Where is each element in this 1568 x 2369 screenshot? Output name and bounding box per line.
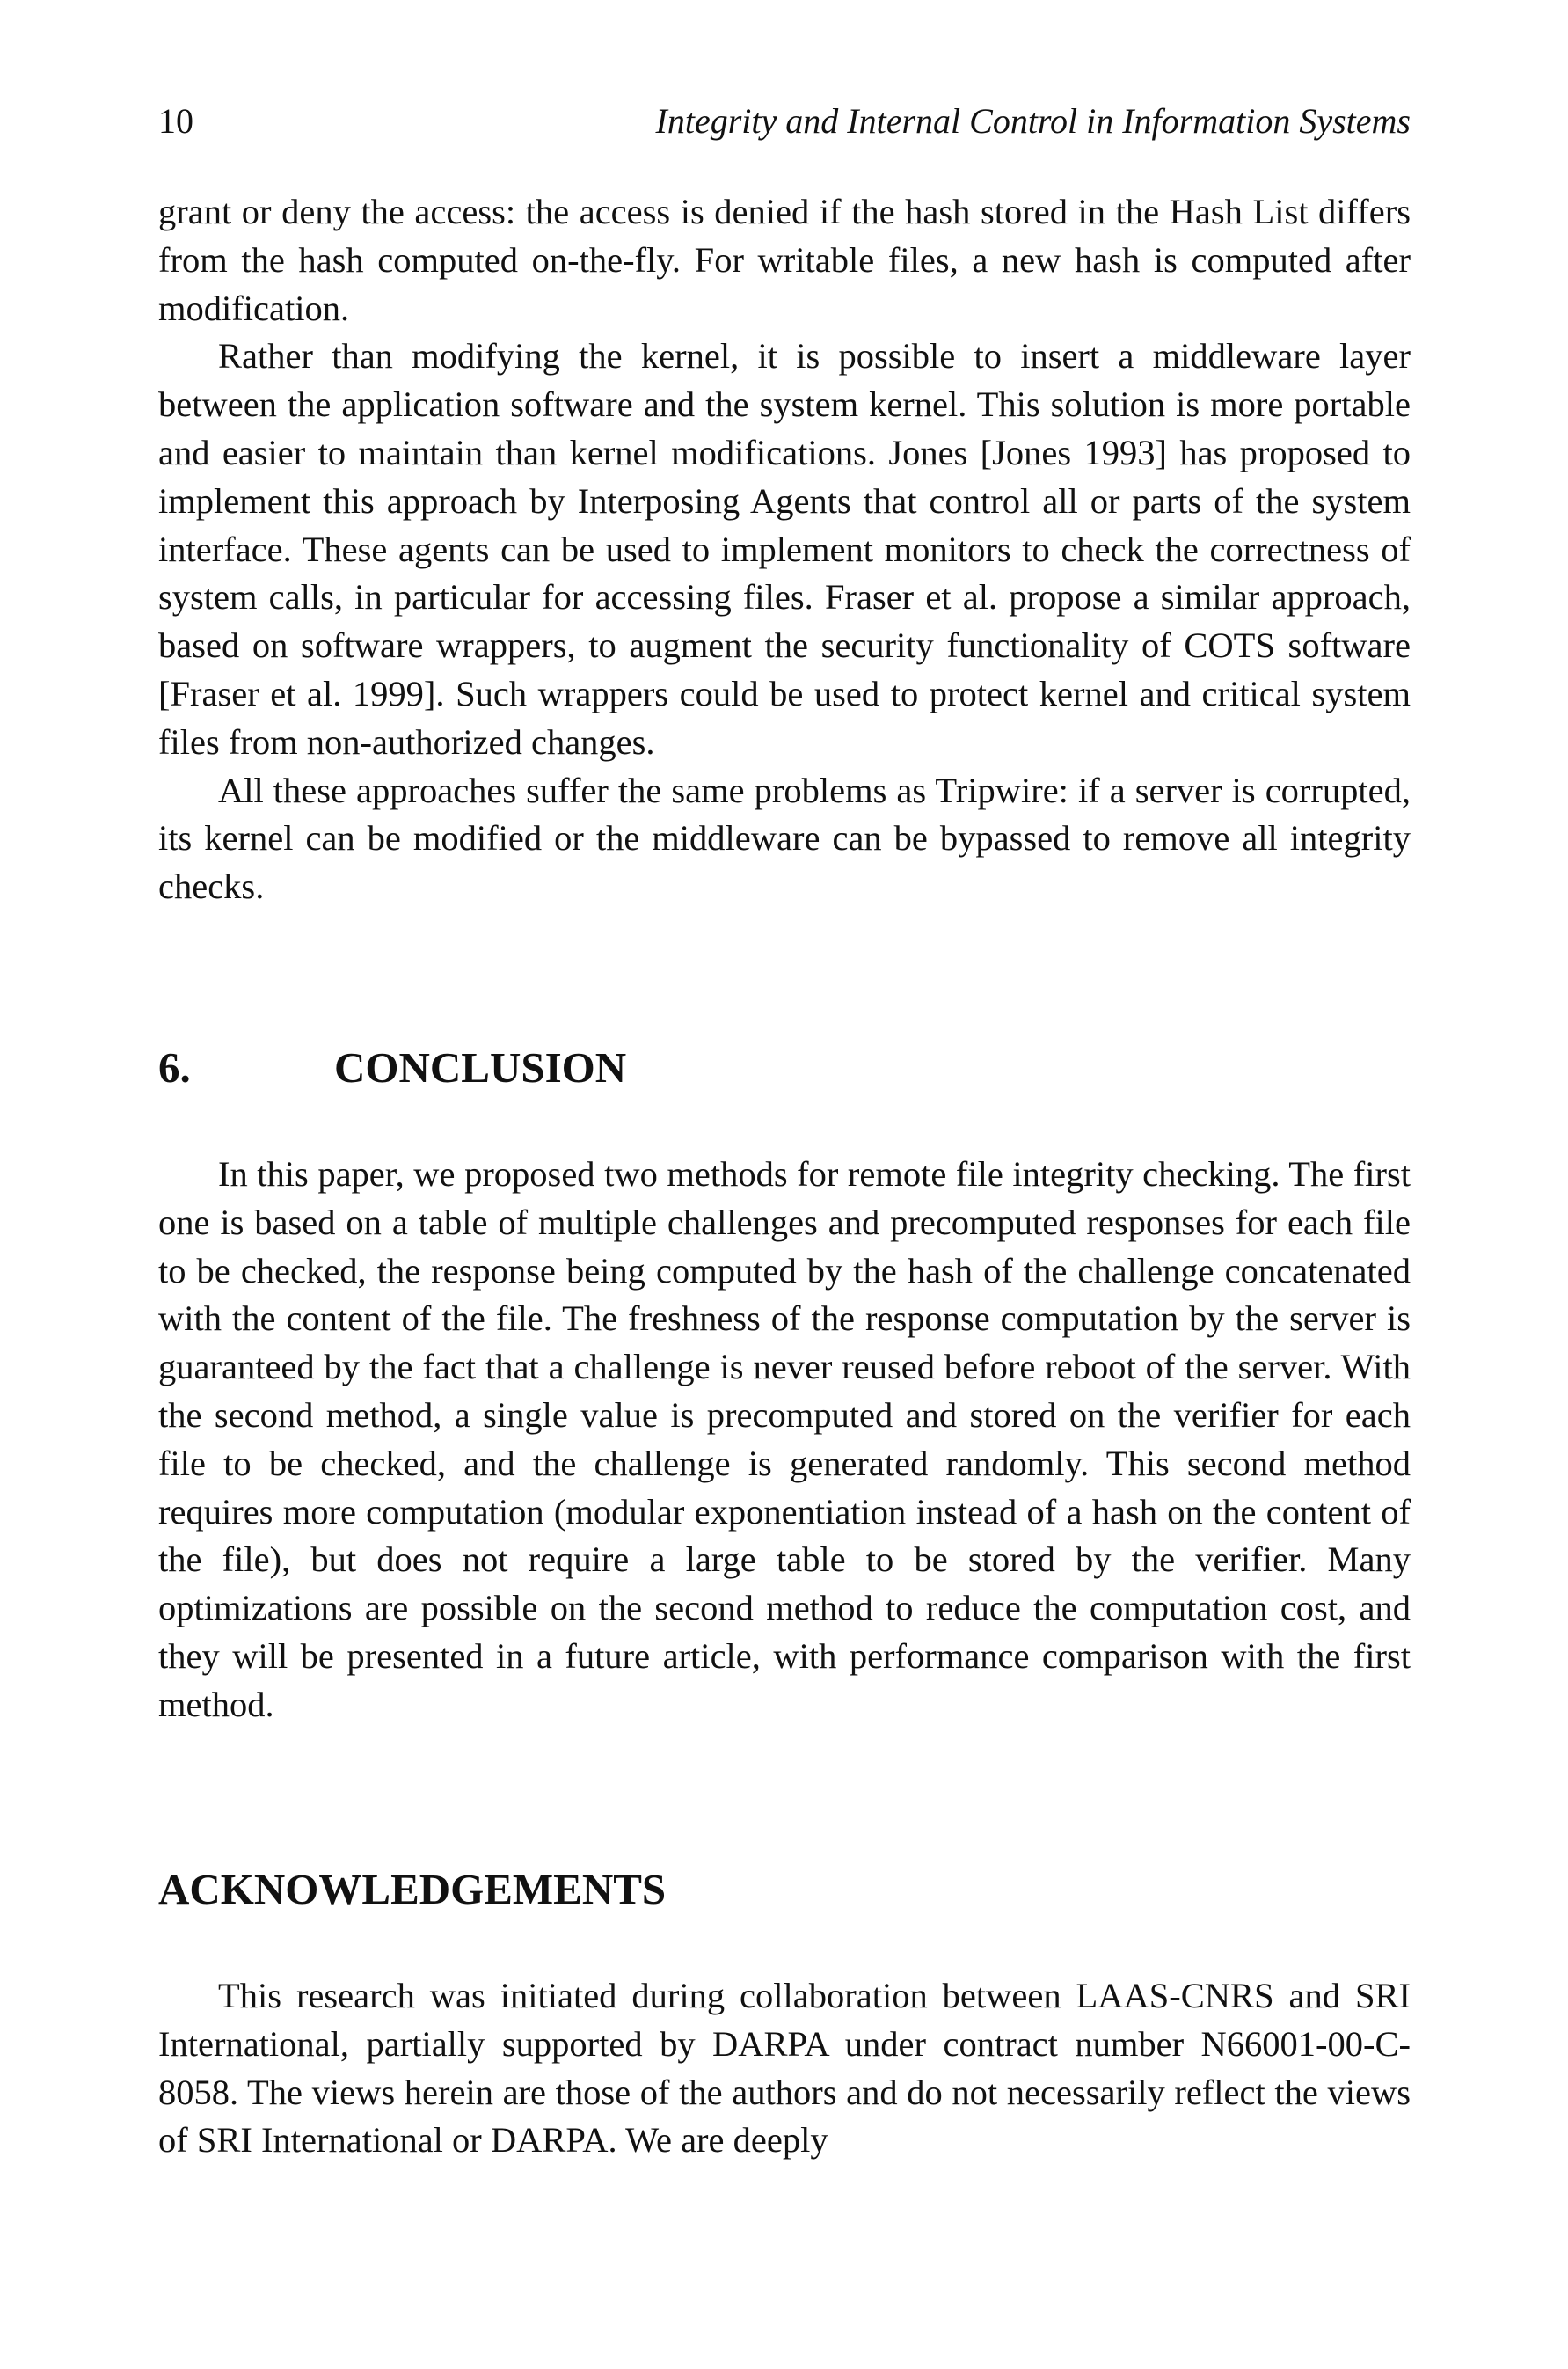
previous-section-text	[158, 188, 1411, 911]
acknowledgements-title: ACKNOWLEDGEMENTS	[158, 1865, 667, 1913]
acknowledgements-paragraph: This research was initiated during collaboration between LAAS-CNRS and SRI International, partially supported by DARPA under contract number N66001-00-C-8058. The views herein are those of the authors and do not necessarily reflect the views of SRI International or DARPA. We are deeply	[158, 1976, 1411, 2161]
conclusion-text	[158, 1151, 1411, 1729]
page-number: 10	[158, 101, 193, 141]
acknowledgements-heading	[158, 1863, 666, 1916]
section-number: 6.	[158, 1043, 191, 1092]
acknowledgements-text	[158, 1972, 1411, 2165]
conclusion-paragraph: In this paper, we proposed two methods for remote file integrity checking. The first one is based on a table of multiple challenges and precomputed responses for each file to be checked, the response being computed by the hash of the challenge concatenated with the content of the file. The freshness of the response computation by the server is guaranteed by the fact that a challenge is never reused before reboot of the server. With the second method, a single value is precomputed and stored on the verifier for each file to be checked, and the challenge is generated randomly. This second method requires more computation (modular exponentiation instead of a hash on the content of the file), but does not require a large table to be stored by the verifier. Many optimizations are possible on the second method to reduce the computation cost, and they will be presented in a future article, with performance comparison with the first method.	[158, 1154, 1411, 1724]
conclusion-heading	[158, 1042, 626, 1094]
running-header	[158, 95, 1411, 148]
section-title: CONCLUSION	[334, 1043, 627, 1092]
paragraph-continued: grant or deny the access: the access is denied if the hash stored in the Hash List differs from the hash computed on-the-fly. For writable files, a new hash is computed after modification.	[158, 192, 1411, 328]
running-title: Integrity and Internal Control in Information Systems	[655, 101, 1411, 141]
paragraph-middleware: Rather than modifying the kernel, it is possible to insert a middleware layer between the application software and the system kernel. This solution is more portable and easier to maintain than kernel modifications. Jones [Jones 1993] has proposed to implement this approach by Interposing Agents that control all or parts of the system interface. These agents can be used to implement monitors to check the correctness of system calls, in particular for accessing files. Fraser et al. propose a similar approach, based on software wrappers, to augment the security functionality of COTS software [Fraser et al. 1999]. Such wrappers could be used to protect kernel and critical system files from non-authorized changes.	[158, 336, 1411, 762]
paragraph-approaches: All these approaches suffer the same problems as Tripwire: if a server is corrupted, its kernel can be modified or the middleware can be bypassed to remove all integrity checks.	[158, 770, 1411, 907]
